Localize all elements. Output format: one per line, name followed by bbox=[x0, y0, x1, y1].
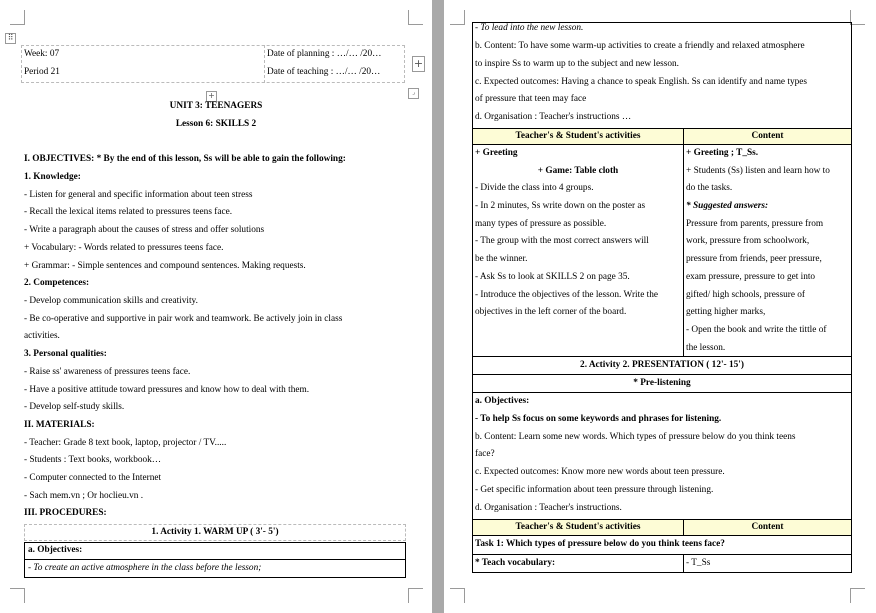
content-line: - Open the book and write the tittle of bbox=[686, 325, 827, 335]
week-cell: Week: 07 bbox=[24, 49, 60, 59]
act2-outcomes: c. Expected outcomes: Know more new words about teen pressure. bbox=[475, 467, 725, 477]
row-divider bbox=[472, 356, 852, 357]
body-line: + Vocabulary: - Words related to pressures teens face. bbox=[24, 243, 224, 253]
activity-line: - The group with the most correct answers will bbox=[475, 236, 649, 246]
activity-line: many types of pressure as possible. bbox=[475, 219, 607, 229]
document-page-left bbox=[0, 0, 432, 613]
content-line: Pressure from parents, pressure from bbox=[686, 219, 824, 229]
body-line: b. Content: To have some warm-up activities to create a friendly and relaxed atmosphere bbox=[475, 41, 805, 51]
body-line: - Computer connected to the Internet bbox=[24, 473, 162, 483]
date-planning-cell: Date of planning : …/… /20… bbox=[267, 49, 382, 59]
unit-title: UNIT 3: TEENAGERS bbox=[169, 101, 263, 111]
content-line: gifted/ high schools, pressure of bbox=[686, 290, 806, 300]
col-header-activities-2: Teacher's & Student's activities bbox=[472, 519, 684, 536]
act2-objective-text: - To help Ss focus on some keywords and phrases for listening. bbox=[475, 414, 722, 424]
content-line: exam pressure, pressure to get into bbox=[686, 272, 816, 282]
act2-organisation: d. Organisation : Teacher's instructions. bbox=[475, 503, 622, 513]
row-divider bbox=[472, 374, 852, 375]
pre-listening-heading: * Pre-listening bbox=[633, 378, 691, 388]
date-teaching-cell: Date of teaching : …/… /20… bbox=[267, 67, 381, 77]
activity1-title: 1. Activity 1. WARM UP ( 3'- 5') bbox=[151, 527, 279, 537]
act2-outcomes-cont: - Get specific information about teen pressure through listening. bbox=[475, 485, 714, 495]
crop-mark bbox=[450, 588, 465, 603]
suggested-answers-label: * Suggested answers: bbox=[686, 201, 769, 211]
act2-content: b. Content: Learn some new words. Which types of pressure below do you think teens bbox=[475, 432, 796, 442]
add-row-button[interactable]: + bbox=[206, 91, 217, 102]
activity-line: - In 2 minutes, Ss write down on the poster as bbox=[475, 201, 646, 211]
table-move-handle[interactable]: ⠿ bbox=[5, 33, 16, 44]
task1-heading: Task 1: Which types of pressure below do you think teens face? bbox=[475, 539, 725, 549]
body-line: + Grammar: - Simple sentences and compound sentences. Making requests. bbox=[24, 261, 306, 271]
content-line: the lesson. bbox=[686, 343, 726, 353]
materials-heading: II. MATERIALS: bbox=[24, 420, 95, 430]
act1-objectives-label: a. Objectives: bbox=[28, 545, 83, 555]
body-line: - Develop communication skills and creativity. bbox=[24, 296, 198, 306]
procedures-heading: III. PROCEDURES: bbox=[24, 508, 107, 518]
body-line: c. Expected outcomes: Having a chance to speak English. Ss can identify and name types bbox=[475, 77, 808, 87]
crop-mark bbox=[850, 10, 865, 25]
content-greeting: + Greeting ; T_Ss. bbox=[686, 148, 759, 158]
col-header-content-2: Content bbox=[683, 519, 852, 536]
body-line: activities. bbox=[24, 331, 60, 341]
row-divider bbox=[472, 392, 852, 393]
crop-mark bbox=[408, 588, 423, 603]
crop-mark bbox=[450, 10, 465, 25]
qualities-heading: 3. Personal qualities: bbox=[24, 349, 107, 359]
body-line: - Raise ss' awareness of pressures teens face. bbox=[24, 367, 191, 377]
act2-objectives-label: a. Objectives: bbox=[475, 396, 530, 406]
body-line: - Develop self-study skills. bbox=[24, 402, 125, 412]
activity-line: be the winner. bbox=[475, 254, 528, 264]
document-page-right bbox=[444, 0, 876, 613]
activity-line: - Introduce the objectives of the lesson. Write the bbox=[475, 290, 659, 300]
body-line: of pressure that teen may face bbox=[475, 94, 587, 104]
body-line: - Students : Text books, workbook… bbox=[24, 455, 162, 465]
header-table-divider bbox=[264, 45, 265, 83]
body-line: - Sach mem.vn ; Or hoclieu.vn . bbox=[24, 491, 144, 501]
greeting-label: + Greeting bbox=[475, 148, 518, 158]
crop-mark bbox=[10, 10, 25, 25]
competences-heading: 2. Competences: bbox=[24, 278, 90, 288]
game-title: + Game: Table cloth bbox=[537, 166, 619, 176]
content-line: do the tasks. bbox=[686, 183, 733, 193]
crop-mark bbox=[10, 588, 25, 603]
t-ss-label: - T_Ss bbox=[686, 558, 711, 568]
knowledge-heading: 1. Knowledge: bbox=[24, 172, 81, 182]
table-resize-handle[interactable]: ⌟ bbox=[408, 88, 419, 99]
teach-vocabulary-label: * Teach vocabulary: bbox=[475, 558, 556, 568]
body-line: - Have a positive attitude toward pressures and know how to deal with them. bbox=[24, 385, 310, 395]
body-line: - Write a paragraph about the causes of stress and offer solutions bbox=[24, 225, 265, 235]
body-line: d. Organisation : Teacher's instructions … bbox=[475, 112, 632, 122]
body-line: - Listen for general and specific information about teen stress bbox=[24, 190, 253, 200]
activity-line: - Divide the class into 4 groups. bbox=[475, 183, 594, 193]
body-line: to inspire Ss to warm up to the subject and new lesson. bbox=[475, 59, 679, 69]
column-divider bbox=[683, 554, 684, 573]
activity-line: - Ask Ss to look at SKILLS 2 on page 35. bbox=[475, 272, 630, 282]
col-header-content: Content bbox=[683, 128, 852, 145]
content-line: work, pressure from schoolwork, bbox=[686, 236, 810, 246]
lesson-title: Lesson 6: SKILLS 2 bbox=[175, 119, 257, 129]
act2-content-cont: face? bbox=[475, 449, 495, 459]
body-line: - Teacher: Grade 8 text book, laptop, projector / TV..... bbox=[24, 438, 227, 448]
content-line: + Students (Ss) listen and learn how to bbox=[686, 166, 830, 176]
act1-objective-text: - To create an active atmosphere in the class before the lesson; bbox=[28, 563, 262, 573]
crop-mark bbox=[408, 10, 423, 25]
row-divider bbox=[24, 559, 406, 560]
col-header-activities: Teacher's & Student's activities bbox=[472, 128, 684, 145]
body-line: - To lead into the new lesson. bbox=[475, 23, 584, 33]
objectives-heading: I. OBJECTIVES: * By the end of this lesson, Ss will be able to gain the following: bbox=[24, 154, 346, 164]
body-line: - Be co-operative and supportive in pair work and teamwork. Be actively join in class bbox=[24, 314, 343, 324]
content-line: getting higher marks, bbox=[686, 307, 766, 317]
body-line: - Recall the lexical items related to pressures teens face. bbox=[24, 207, 233, 217]
period-cell: Period 21 bbox=[24, 67, 60, 77]
add-column-button[interactable]: + bbox=[413, 57, 424, 70]
activity-line: objectives in the left corner of the board. bbox=[475, 307, 627, 317]
row-divider bbox=[472, 554, 852, 555]
content-line: pressure from friends, peer pressure, bbox=[686, 254, 822, 264]
crop-mark bbox=[850, 588, 865, 603]
activity2-title: 2. Activity 2. PRESENTATION ( 12'- 15') bbox=[580, 360, 744, 370]
